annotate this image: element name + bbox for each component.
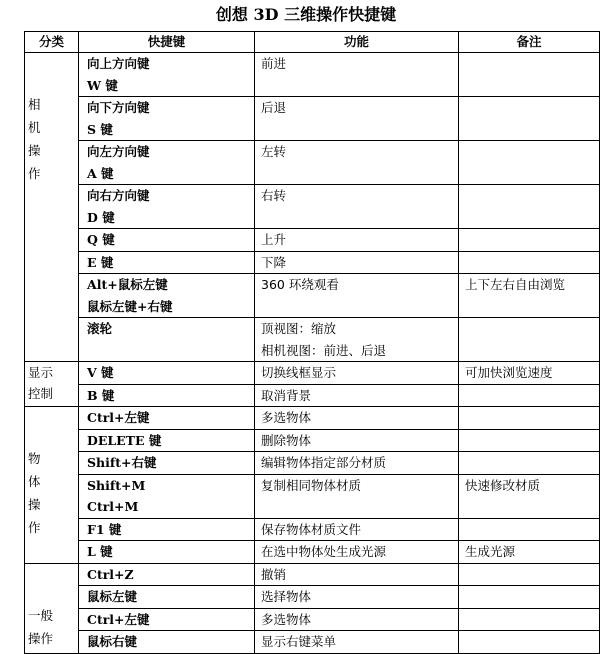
shortcut-cell-line: F1 键 <box>87 521 122 537</box>
note-cell-line: 快速修改材质 <box>465 477 541 493</box>
function-cell-line: 左转 <box>261 144 287 159</box>
shortcut-cell-line: Ctrl+左键 <box>87 611 150 627</box>
shortcut-cell <box>79 586 255 609</box>
function-cell-line: 保存物体材质文件 <box>261 521 362 537</box>
function-cell-line: 多选物体 <box>261 611 312 627</box>
table-row <box>25 318 600 362</box>
function-cell-line: 选择物体 <box>261 589 312 604</box>
note-cell-line: 可加快浏览速度 <box>465 365 553 380</box>
shortcut-cell-line: B 键 <box>87 387 115 403</box>
function-cell-line: 上升 <box>261 232 287 247</box>
note-cell <box>459 251 600 274</box>
table-row <box>25 541 600 564</box>
category-cell: 显示 控制 <box>25 362 79 407</box>
function-cell-line: 取消背景 <box>261 387 312 403</box>
shortcut-cell <box>79 541 255 564</box>
table-row <box>25 518 600 541</box>
function-cell <box>255 452 459 475</box>
function-cell-line: 切换线框显示 <box>261 365 337 380</box>
table-row <box>25 362 600 385</box>
note-cell <box>459 384 600 407</box>
shortcut-cell-line: Q 键 <box>87 232 115 247</box>
function-cell <box>255 407 459 430</box>
function-cell-line: 在选中物体处生成光源 <box>261 544 387 559</box>
shortcut-cell <box>79 518 255 541</box>
shortcut-cell-line: A 键 <box>87 165 114 181</box>
shortcut-cell-line: S 键 <box>87 121 113 137</box>
header-shortcut: 快捷键 <box>79 32 255 53</box>
shortcut-cell-line: Ctrl+M <box>87 499 139 514</box>
shortcut-cell <box>79 429 255 452</box>
note-cell <box>459 608 600 631</box>
shortcut-cell-line: D 键 <box>87 209 115 225</box>
function-cell <box>255 518 459 541</box>
function-cell-line: 编辑物体指定部分材质 <box>261 455 387 470</box>
shortcut-cell <box>79 274 255 318</box>
function-cell-line: 右转 <box>261 188 287 203</box>
table-row <box>25 185 600 229</box>
function-cell <box>255 608 459 631</box>
note-cell <box>459 274 600 318</box>
function-cell <box>255 474 459 518</box>
note-cell-line <box>465 252 599 274</box>
note-cell <box>459 97 600 141</box>
note-cell <box>459 474 600 518</box>
header-function: 功能 <box>255 32 459 53</box>
function-cell <box>255 229 459 252</box>
function-cell-line: 复制相同物体材质 <box>261 477 362 493</box>
table-row <box>25 563 600 586</box>
table-row <box>25 384 600 407</box>
table-row <box>25 97 600 141</box>
table-row <box>25 452 600 475</box>
note-cell-line <box>465 185 599 207</box>
function-cell-line: 删除物体 <box>261 432 312 448</box>
note-cell-line <box>465 229 599 251</box>
note-cell-line <box>465 53 599 75</box>
function-cell <box>255 185 459 229</box>
shortcut-cell <box>79 185 255 229</box>
shortcut-cell-line: 向右方向键 <box>87 188 150 203</box>
shortcut-cell-line: V 键 <box>87 365 114 380</box>
function-cell <box>255 384 459 407</box>
shortcut-cell-line: Ctrl+Z <box>87 566 134 582</box>
shortcut-cell <box>79 631 255 654</box>
shortcut-cell <box>79 608 255 631</box>
shortcut-cell <box>79 251 255 274</box>
shortcut-cell-line: 鼠标左键+右键 <box>87 298 173 314</box>
shortcut-cell-line: DELETE 键 <box>87 432 162 448</box>
table-header-row <box>25 32 600 53</box>
shortcut-cell-line: Shift+M <box>87 477 146 493</box>
shortcut-cell <box>79 97 255 141</box>
shortcut-cell <box>79 452 255 475</box>
table-row <box>25 407 600 430</box>
note-cell-line <box>465 564 599 586</box>
function-cell <box>255 141 459 185</box>
table-row <box>25 274 600 318</box>
function-cell <box>255 318 459 362</box>
function-cell <box>255 429 459 452</box>
function-cell <box>255 362 459 385</box>
header-category: 分类 <box>25 32 79 53</box>
shortcut-cell-line: E 键 <box>87 254 114 270</box>
function-cell <box>255 274 459 318</box>
note-cell-line <box>465 318 599 340</box>
function-cell <box>255 53 459 97</box>
shortcut-cell <box>79 141 255 185</box>
note-cell-line <box>465 407 599 429</box>
table-body <box>25 53 600 654</box>
function-cell <box>255 563 459 586</box>
shortcut-cell-line: L 键 <box>87 544 113 559</box>
function-cell-line: 下降 <box>261 254 287 270</box>
shortcut-cell <box>79 563 255 586</box>
table-row <box>25 141 600 185</box>
function-cell-line: 相机视图：前进、后退 <box>261 342 387 358</box>
note-cell <box>459 452 600 475</box>
shortcut-cell-line: 鼠标左键 <box>87 589 138 604</box>
shortcut-cell-line: Alt+鼠标左键 <box>87 277 168 292</box>
note-cell-line: 生成光源 <box>465 544 516 559</box>
note-cell-line <box>465 141 599 163</box>
shortcut-cell-line: W 键 <box>87 77 118 93</box>
category-cell: 一般 操作 <box>25 563 79 653</box>
note-cell <box>459 362 600 385</box>
note-cell <box>459 53 600 97</box>
category-cell: 物 体 操 作 <box>25 407 79 564</box>
note-cell <box>459 563 600 586</box>
shortcut-cell-line: Shift+右键 <box>87 455 157 470</box>
category-cell: 相 机 操 作 <box>25 53 79 362</box>
function-cell <box>255 97 459 141</box>
table-row <box>25 429 600 452</box>
function-cell-line: 多选物体 <box>261 410 312 425</box>
shortcut-cell-line: 滚轮 <box>87 321 113 336</box>
function-cell-line: 顶视图：缩放 <box>261 321 337 336</box>
function-cell-line: 前进 <box>261 56 287 71</box>
function-cell-line: 撤销 <box>261 566 287 582</box>
note-cell-line <box>465 452 599 474</box>
function-cell-line: 后退 <box>261 100 287 115</box>
shortcut-cell-line: 向下方向键 <box>87 100 150 115</box>
function-cell <box>255 631 459 654</box>
shortcut-cell <box>79 229 255 252</box>
note-cell <box>459 141 600 185</box>
note-cell-line: 上下左右自由浏览 <box>465 277 566 292</box>
function-cell-line: 显示右键菜单 <box>261 634 337 649</box>
table-row <box>25 586 600 609</box>
note-cell <box>459 586 600 609</box>
shortcut-cell <box>79 318 255 362</box>
header-note: 备注 <box>459 32 600 53</box>
note-cell <box>459 518 600 541</box>
note-cell-line <box>465 97 599 119</box>
function-cell <box>255 251 459 274</box>
page-title: 创想 3D 三维操作快捷键 <box>215 5 397 24</box>
note-cell-line <box>465 609 599 631</box>
note-cell <box>459 229 600 252</box>
note-cell-line <box>465 519 599 541</box>
function-cell <box>255 541 459 564</box>
function-cell-line: 360 环绕观看 <box>261 277 339 292</box>
note-cell-line <box>465 586 599 608</box>
note-cell-line <box>465 430 599 452</box>
table-row <box>25 631 600 654</box>
note-cell <box>459 185 600 229</box>
shortcut-cell <box>79 474 255 518</box>
note-cell-line <box>465 631 599 653</box>
table-row <box>25 229 600 252</box>
shortcut-table <box>24 31 600 654</box>
shortcut-cell <box>79 362 255 385</box>
shortcut-cell-line: Ctrl+左键 <box>87 410 150 425</box>
table-row <box>25 474 600 518</box>
shortcut-cell-line: 鼠标右键 <box>87 634 138 649</box>
note-cell <box>459 631 600 654</box>
note-cell <box>459 407 600 430</box>
shortcut-cell-line: 向上方向键 <box>87 56 150 71</box>
note-cell-line <box>465 385 599 407</box>
note-cell <box>459 318 600 362</box>
table-row <box>25 251 600 274</box>
shortcut-cell <box>79 384 255 407</box>
table-row <box>25 53 600 97</box>
note-cell <box>459 429 600 452</box>
shortcut-cell-line: 向左方向键 <box>87 144 150 159</box>
function-cell <box>255 586 459 609</box>
shortcut-cell <box>79 53 255 97</box>
note-cell <box>459 541 600 564</box>
shortcut-cell <box>79 407 255 430</box>
table-row <box>25 608 600 631</box>
